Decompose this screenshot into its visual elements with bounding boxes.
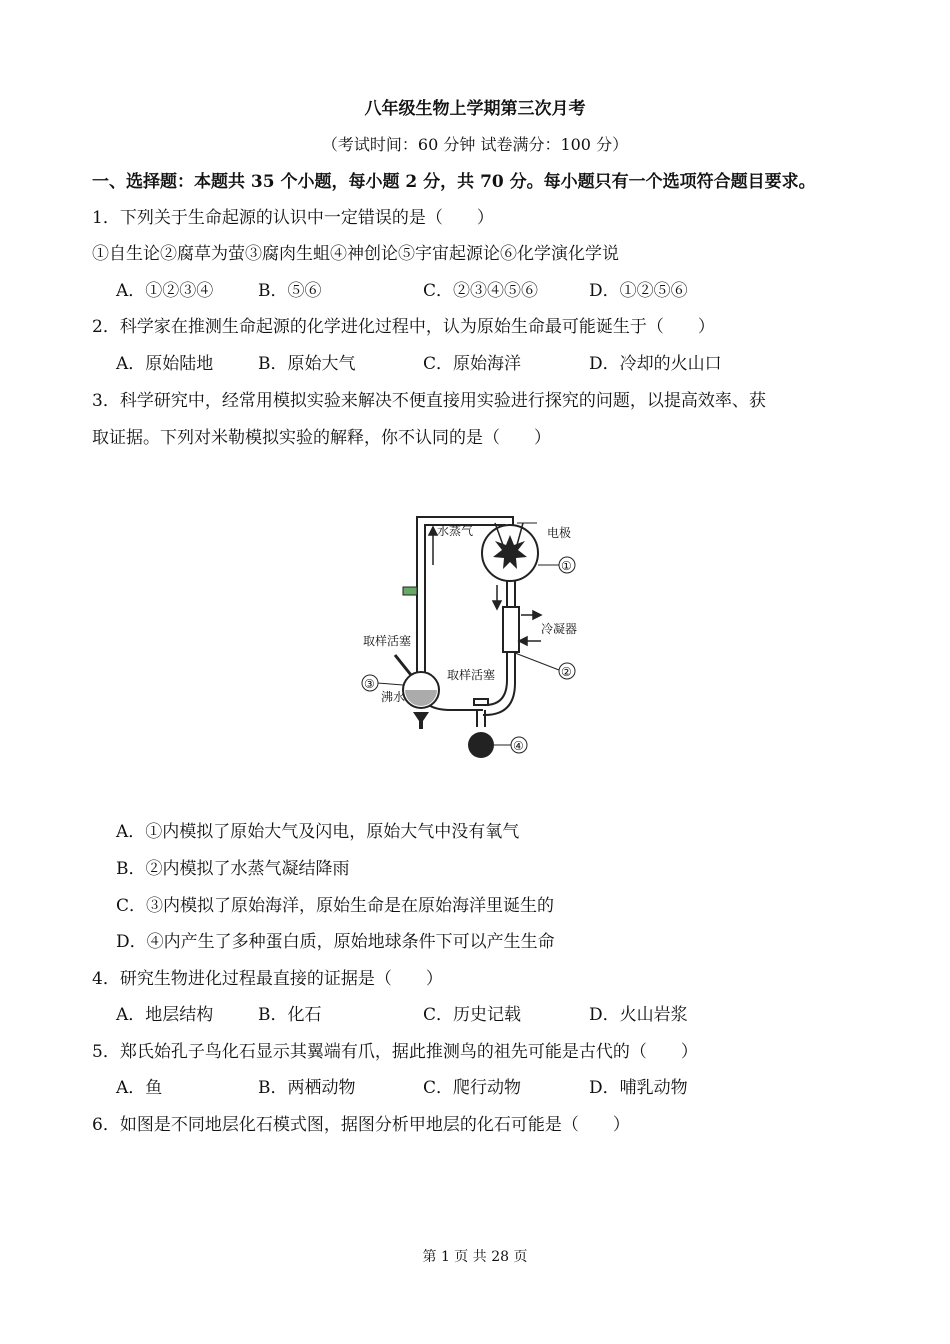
valve-icon — [403, 587, 417, 595]
label-condenser: 冷凝器 — [541, 622, 578, 636]
label-mark-2: ② — [561, 665, 572, 679]
question-4-option-d[interactable]: D．火山岩浆 — [589, 1005, 688, 1025]
question-3-option-a[interactable]: A．①内模拟了原始大气及闪电，原始大气中没有氧气 — [116, 822, 520, 842]
question-2-stem: 2．科学家在推测生命起源的化学进化过程中，认为原始生命最可能诞生于（ ） — [92, 317, 715, 337]
question-3-stem-line2: 取证据。下列对米勒模拟实验的解释，你不认同的是（ ） — [92, 428, 551, 448]
question-5-option-a[interactable]: A．鱼 — [116, 1078, 163, 1098]
question-4-option-a[interactable]: A．地层结构 — [116, 1005, 214, 1025]
label-mark-3: ③ — [364, 677, 375, 691]
label-mark-4: ④ — [513, 739, 524, 753]
question-1-option-d[interactable]: D．①②⑤⑥ — [589, 281, 688, 301]
question-2-option-a[interactable]: A．原始陆地 — [116, 354, 214, 374]
question-1-list: ①自生论②腐草为萤③腐肉生蛆④神创论⑤宇宙起源论⑥化学演化学说 — [92, 244, 619, 264]
question-5-stem: 5．郑氏始孔子鸟化石显示其翼端有爪，据此推测鸟的祖先可能是古代的（ ） — [92, 1042, 698, 1062]
question-3-option-b[interactable]: B．②内模拟了水蒸气凝结降雨 — [116, 859, 350, 879]
exam-info: （考试时间：60 分钟 试卷满分：100 分） — [321, 135, 629, 154]
question-5-option-c[interactable]: C．爬行动物 — [423, 1078, 522, 1098]
section-heading: 一、选择题：本题共 35 个小题，每小题 2 分，共 70 分。每小题只有一个选项符合题目要求。 — [92, 172, 816, 192]
question-6-stem: 6．如图是不同地层化石模式图，据图分析甲地层的化石可能是（ ） — [92, 1115, 630, 1135]
label-boiling-water: 沸水 — [381, 690, 406, 704]
question-5-option-b[interactable]: B．两栖动物 — [258, 1078, 356, 1098]
label-sample-valve-bottom: 取样活塞 — [447, 668, 496, 682]
question-1-option-c[interactable]: C．②③④⑤⑥ — [423, 281, 539, 301]
question-3-option-d[interactable]: D．④内产生了多种蛋白质，原始地球条件下可以产生生命 — [116, 932, 555, 952]
miller-experiment-diagram — [355, 505, 595, 760]
question-2-option-c[interactable]: C．原始海洋 — [423, 354, 522, 374]
collection-flask — [468, 732, 494, 758]
page-footer: 第 1 页 共 28 页 — [422, 1249, 528, 1265]
question-2-option-b[interactable]: B．原始大气 — [258, 354, 356, 374]
burner-icon — [413, 712, 429, 729]
label-mark-1: ① — [561, 559, 572, 573]
label-sample-valve-left: 取样活塞 — [363, 634, 412, 648]
question-1-stem: 1．下列关于生命起源的认识中一定错误的是（ ） — [92, 208, 494, 228]
question-4-option-b[interactable]: B．化石 — [258, 1005, 322, 1025]
question-5-option-d[interactable]: D．哺乳动物 — [589, 1078, 688, 1098]
condenser — [503, 607, 519, 652]
question-3-stem-line1: 3．科学研究中，经常用模拟实验来解决不便直接用实验进行探究的问题，以提高效率、获 — [92, 391, 766, 411]
question-2-option-d[interactable]: D．冷却的火山口 — [589, 354, 722, 374]
label-steam: 水蒸气 — [437, 524, 474, 538]
question-3-option-c[interactable]: C．③内模拟了原始海洋，原始生命是在原始海洋里诞生的 — [116, 896, 555, 916]
question-4-option-c[interactable]: C．历史记载 — [423, 1005, 522, 1025]
question-1-option-a[interactable]: A．①②③④ — [116, 281, 214, 301]
label-electrode: 电极 — [547, 526, 572, 540]
question-4-stem: 4．研究生物进化过程最直接的证据是（ ） — [92, 969, 443, 989]
page-title: 八年级生物上学期第三次月考 — [364, 99, 586, 119]
question-1-option-b[interactable]: B．⑤⑥ — [258, 281, 322, 301]
